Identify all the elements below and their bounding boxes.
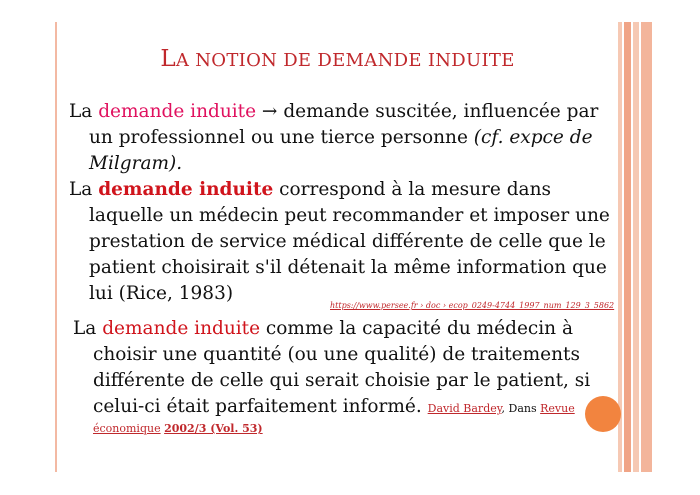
p3-line-2: choisir une quantité (ou une qualité) de traitements (93, 344, 580, 365)
source-link[interactable]: https://www.persee.fr › doc › ecop_0249-4744_1997_num_129_3_5862 (330, 301, 615, 310)
p3-line-3: différente de celle qui serait choisie par le patient, si (93, 370, 591, 391)
p2-line-3: prestation de service médical différente de celle que le (89, 231, 606, 252)
issue-link[interactable]: 2002/3 (Vol. 53) (164, 422, 263, 435)
p3-rest: comme la capacité du médecin à (260, 318, 573, 339)
p1-line-3 (69, 151, 614, 177)
p2-line-2: laquelle un médecin peut recommander et imposer une (89, 205, 610, 226)
p1-line-1 (69, 99, 614, 125)
p1-line2-text: un professionnel ou une tierce personne (89, 127, 474, 148)
p2-rest: correspond à la mesure dans (273, 179, 551, 200)
p3-line-1 (73, 316, 618, 342)
p1-line2-italic: (cf. expce de (473, 127, 593, 148)
p2-term: demande induite (98, 179, 274, 200)
p3-line4-text: celui-ci était parfaitement informé. (93, 396, 428, 417)
journal-link-part1[interactable]: Revue (540, 402, 575, 415)
paragraph-bardey-definition (73, 316, 618, 436)
p3-line-4 (73, 394, 618, 422)
p2-line-5: lui (Rice, 1983) (89, 283, 234, 304)
title-rest: A NOTION DE DEMANDE INDUITE (175, 50, 515, 71)
paragraph-rice-definition (69, 177, 614, 307)
p3-line-5 (73, 422, 618, 436)
paragraph-definition (69, 99, 614, 177)
p3-lead: La (73, 318, 103, 339)
p1-rest: demande suscitée, influencée par (283, 101, 599, 122)
right-decorative-stripes (618, 22, 652, 472)
slide-title (60, 46, 615, 72)
p2-line-4: patient choisirait s'il détenait la même information que (89, 257, 607, 278)
p1-line-2 (69, 125, 614, 151)
left-border-line (55, 22, 57, 472)
p1-line3-italic: Milgram). (89, 153, 183, 174)
p3-term: demande induite (102, 318, 261, 339)
p1-lead: La (69, 101, 99, 122)
p1-term: demande induite (98, 101, 257, 122)
author-link[interactable]: David Bardey (427, 402, 502, 415)
p2-line-1 (69, 177, 614, 203)
title-initial: L (160, 46, 176, 72)
arrow-icon: → (256, 101, 284, 122)
dans-text: , Dans (501, 402, 541, 415)
journal-link-part2[interactable]: économique (93, 422, 161, 435)
p2-lead: La (69, 179, 99, 200)
